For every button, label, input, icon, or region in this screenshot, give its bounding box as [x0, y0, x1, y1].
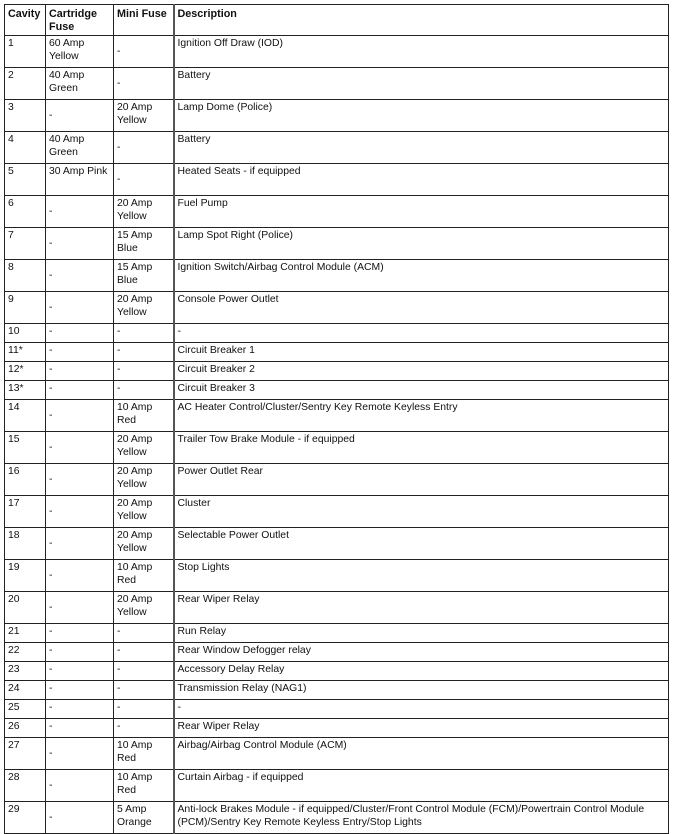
- mini-fuse-cell: 20 Amp Yellow: [114, 100, 174, 132]
- mini-fuse-cell: 10 Amp Red: [114, 770, 174, 802]
- cavity-cell: 28: [5, 770, 46, 802]
- table-row: [5, 36, 669, 68]
- cartridge-fuse-cell: -: [46, 770, 114, 802]
- description-cell: Cluster: [174, 496, 669, 528]
- cartridge-fuse-cell: -: [46, 528, 114, 560]
- cavity-cell: 2: [5, 68, 46, 100]
- cartridge-fuse-cell: -: [46, 432, 114, 464]
- table-row: [5, 260, 669, 292]
- description-cell: Airbag/Airbag Control Module (ACM): [174, 738, 669, 770]
- cartridge-fuse-cell: -: [46, 681, 114, 700]
- cartridge-fuse-cell: -: [46, 496, 114, 528]
- header-row: [5, 5, 669, 36]
- header-cartridge-fuse: Cartridge Fuse: [46, 5, 114, 36]
- table-row: [5, 68, 669, 100]
- mini-fuse-cell: -: [114, 68, 174, 100]
- mini-fuse-cell: 20 Amp Yellow: [114, 432, 174, 464]
- cartridge-fuse-cell: 60 Amp Yellow: [46, 36, 114, 68]
- mini-fuse-cell: -: [114, 343, 174, 362]
- table-row: [5, 496, 669, 528]
- description-cell: Anti-lock Brakes Module - if equipped/Cluster/Front Control Module (FCM)/Powertrain Control Module (PCM)/Sentry Key Remote Keyless Entry/Stop Lights: [174, 802, 669, 834]
- description-cell: Console Power Outlet: [174, 292, 669, 324]
- mini-fuse-cell: 5 Amp Orange: [114, 802, 174, 834]
- fuse-table: [4, 4, 669, 834]
- cavity-cell: 24: [5, 681, 46, 700]
- table-row: [5, 324, 669, 343]
- cavity-cell: 23: [5, 662, 46, 681]
- cavity-cell: 5: [5, 164, 46, 196]
- description-cell: Stop Lights: [174, 560, 669, 592]
- mini-fuse-cell: -: [114, 643, 174, 662]
- cartridge-fuse-cell: 40 Amp Green: [46, 132, 114, 164]
- mini-fuse-cell: 20 Amp Yellow: [114, 464, 174, 496]
- table-row: [5, 100, 669, 132]
- cartridge-fuse-cell: -: [46, 592, 114, 624]
- cartridge-fuse-cell: 40 Amp Green: [46, 68, 114, 100]
- cavity-cell: 10: [5, 324, 46, 343]
- cartridge-fuse-cell: -: [46, 643, 114, 662]
- cavity-cell: 4: [5, 132, 46, 164]
- cartridge-fuse-cell: -: [46, 381, 114, 400]
- description-cell: Curtain Airbag - if equipped: [174, 770, 669, 802]
- description-cell: AC Heater Control/Cluster/Sentry Key Remote Keyless Entry: [174, 400, 669, 432]
- cartridge-fuse-cell: -: [46, 662, 114, 681]
- header-mini-fuse: Mini Fuse: [114, 5, 174, 36]
- cavity-cell: 16: [5, 464, 46, 496]
- mini-fuse-cell: 20 Amp Yellow: [114, 496, 174, 528]
- cavity-cell: 12*: [5, 362, 46, 381]
- description-cell: Circuit Breaker 3: [174, 381, 669, 400]
- table-row: [5, 196, 669, 228]
- cavity-cell: 18: [5, 528, 46, 560]
- cavity-cell: 7: [5, 228, 46, 260]
- cartridge-fuse-cell: -: [46, 324, 114, 343]
- description-cell: -: [174, 324, 669, 343]
- cartridge-fuse-cell: -: [46, 400, 114, 432]
- mini-fuse-cell: -: [114, 36, 174, 68]
- table-row: [5, 662, 669, 681]
- cartridge-fuse-cell: -: [46, 700, 114, 719]
- mini-fuse-cell: -: [114, 164, 174, 196]
- mini-fuse-cell: 20 Amp Yellow: [114, 592, 174, 624]
- table-row: [5, 592, 669, 624]
- table-row: [5, 464, 669, 496]
- mini-fuse-cell: 20 Amp Yellow: [114, 292, 174, 324]
- description-cell: Rear Wiper Relay: [174, 719, 669, 738]
- mini-fuse-cell: 15 Amp Blue: [114, 228, 174, 260]
- description-cell: Transmission Relay (NAG1): [174, 681, 669, 700]
- cavity-cell: 13*: [5, 381, 46, 400]
- header-description: Description: [174, 5, 669, 36]
- table-row: [5, 132, 669, 164]
- cavity-cell: 9: [5, 292, 46, 324]
- description-cell: Rear Wiper Relay: [174, 592, 669, 624]
- cartridge-fuse-cell: -: [46, 228, 114, 260]
- cavity-cell: 17: [5, 496, 46, 528]
- mini-fuse-cell: -: [114, 324, 174, 343]
- cartridge-fuse-cell: -: [46, 362, 114, 381]
- mini-fuse-cell: 15 Amp Blue: [114, 260, 174, 292]
- table-row: [5, 802, 669, 834]
- description-cell: Lamp Spot Right (Police): [174, 228, 669, 260]
- table-row: [5, 770, 669, 802]
- cartridge-fuse-cell: -: [46, 196, 114, 228]
- cartridge-fuse-cell: -: [46, 343, 114, 362]
- cavity-cell: 25: [5, 700, 46, 719]
- mini-fuse-cell: 10 Amp Red: [114, 560, 174, 592]
- mini-fuse-cell: -: [114, 719, 174, 738]
- table-row: [5, 164, 669, 196]
- table-row: [5, 643, 669, 662]
- cavity-cell: 19: [5, 560, 46, 592]
- description-cell: Ignition Off Draw (IOD): [174, 36, 669, 68]
- cavity-cell: 26: [5, 719, 46, 738]
- description-cell: Run Relay: [174, 624, 669, 643]
- cavity-cell: 14: [5, 400, 46, 432]
- table-row: [5, 292, 669, 324]
- description-cell: Lamp Dome (Police): [174, 100, 669, 132]
- cartridge-fuse-cell: -: [46, 100, 114, 132]
- description-cell: Power Outlet Rear: [174, 464, 669, 496]
- table-row: [5, 719, 669, 738]
- cartridge-fuse-cell: -: [46, 260, 114, 292]
- cartridge-fuse-cell: -: [46, 560, 114, 592]
- table-row: [5, 681, 669, 700]
- table-row: [5, 343, 669, 362]
- table-row: [5, 228, 669, 260]
- description-cell: Ignition Switch/Airbag Control Module (ACM): [174, 260, 669, 292]
- table-row: [5, 700, 669, 719]
- table-row: [5, 738, 669, 770]
- description-cell: Battery: [174, 68, 669, 100]
- cartridge-fuse-cell: -: [46, 738, 114, 770]
- cavity-cell: 3: [5, 100, 46, 132]
- cavity-cell: 15: [5, 432, 46, 464]
- description-cell: Circuit Breaker 2: [174, 362, 669, 381]
- cavity-cell: 1: [5, 36, 46, 68]
- mini-fuse-cell: 20 Amp Yellow: [114, 528, 174, 560]
- cavity-cell: 8: [5, 260, 46, 292]
- cartridge-fuse-cell: -: [46, 624, 114, 643]
- table-row: [5, 560, 669, 592]
- cavity-cell: 11*: [5, 343, 46, 362]
- description-cell: -: [174, 700, 669, 719]
- mini-fuse-cell: -: [114, 624, 174, 643]
- mini-fuse-cell: -: [114, 132, 174, 164]
- cavity-cell: 6: [5, 196, 46, 228]
- mini-fuse-cell: 20 Amp Yellow: [114, 196, 174, 228]
- table-row: [5, 624, 669, 643]
- cavity-cell: 21: [5, 624, 46, 643]
- cartridge-fuse-cell: -: [46, 802, 114, 834]
- cavity-cell: 27: [5, 738, 46, 770]
- table-row: [5, 362, 669, 381]
- cartridge-fuse-cell: -: [46, 719, 114, 738]
- description-cell: Fuel Pump: [174, 196, 669, 228]
- cartridge-fuse-cell: -: [46, 464, 114, 496]
- cartridge-fuse-cell: -: [46, 292, 114, 324]
- mini-fuse-cell: -: [114, 662, 174, 681]
- cartridge-fuse-cell: 30 Amp Pink: [46, 164, 114, 196]
- cavity-cell: 20: [5, 592, 46, 624]
- mini-fuse-cell: 10 Amp Red: [114, 738, 174, 770]
- description-cell: Trailer Tow Brake Module - if equipped: [174, 432, 669, 464]
- table-row: [5, 381, 669, 400]
- table-row: [5, 432, 669, 464]
- description-cell: Accessory Delay Relay: [174, 662, 669, 681]
- cavity-cell: 22: [5, 643, 46, 662]
- mini-fuse-cell: 10 Amp Red: [114, 400, 174, 432]
- mini-fuse-cell: -: [114, 700, 174, 719]
- description-cell: Heated Seats - if equipped: [174, 164, 669, 196]
- description-cell: Selectable Power Outlet: [174, 528, 669, 560]
- header-cavity: Cavity: [5, 5, 46, 36]
- description-cell: Rear Window Defogger relay: [174, 643, 669, 662]
- mini-fuse-cell: -: [114, 362, 174, 381]
- description-cell: Circuit Breaker 1: [174, 343, 669, 362]
- mini-fuse-cell: -: [114, 681, 174, 700]
- cavity-cell: 29: [5, 802, 46, 834]
- description-cell: Battery: [174, 132, 669, 164]
- table-row: [5, 528, 669, 560]
- table-row: [5, 400, 669, 432]
- mini-fuse-cell: -: [114, 381, 174, 400]
